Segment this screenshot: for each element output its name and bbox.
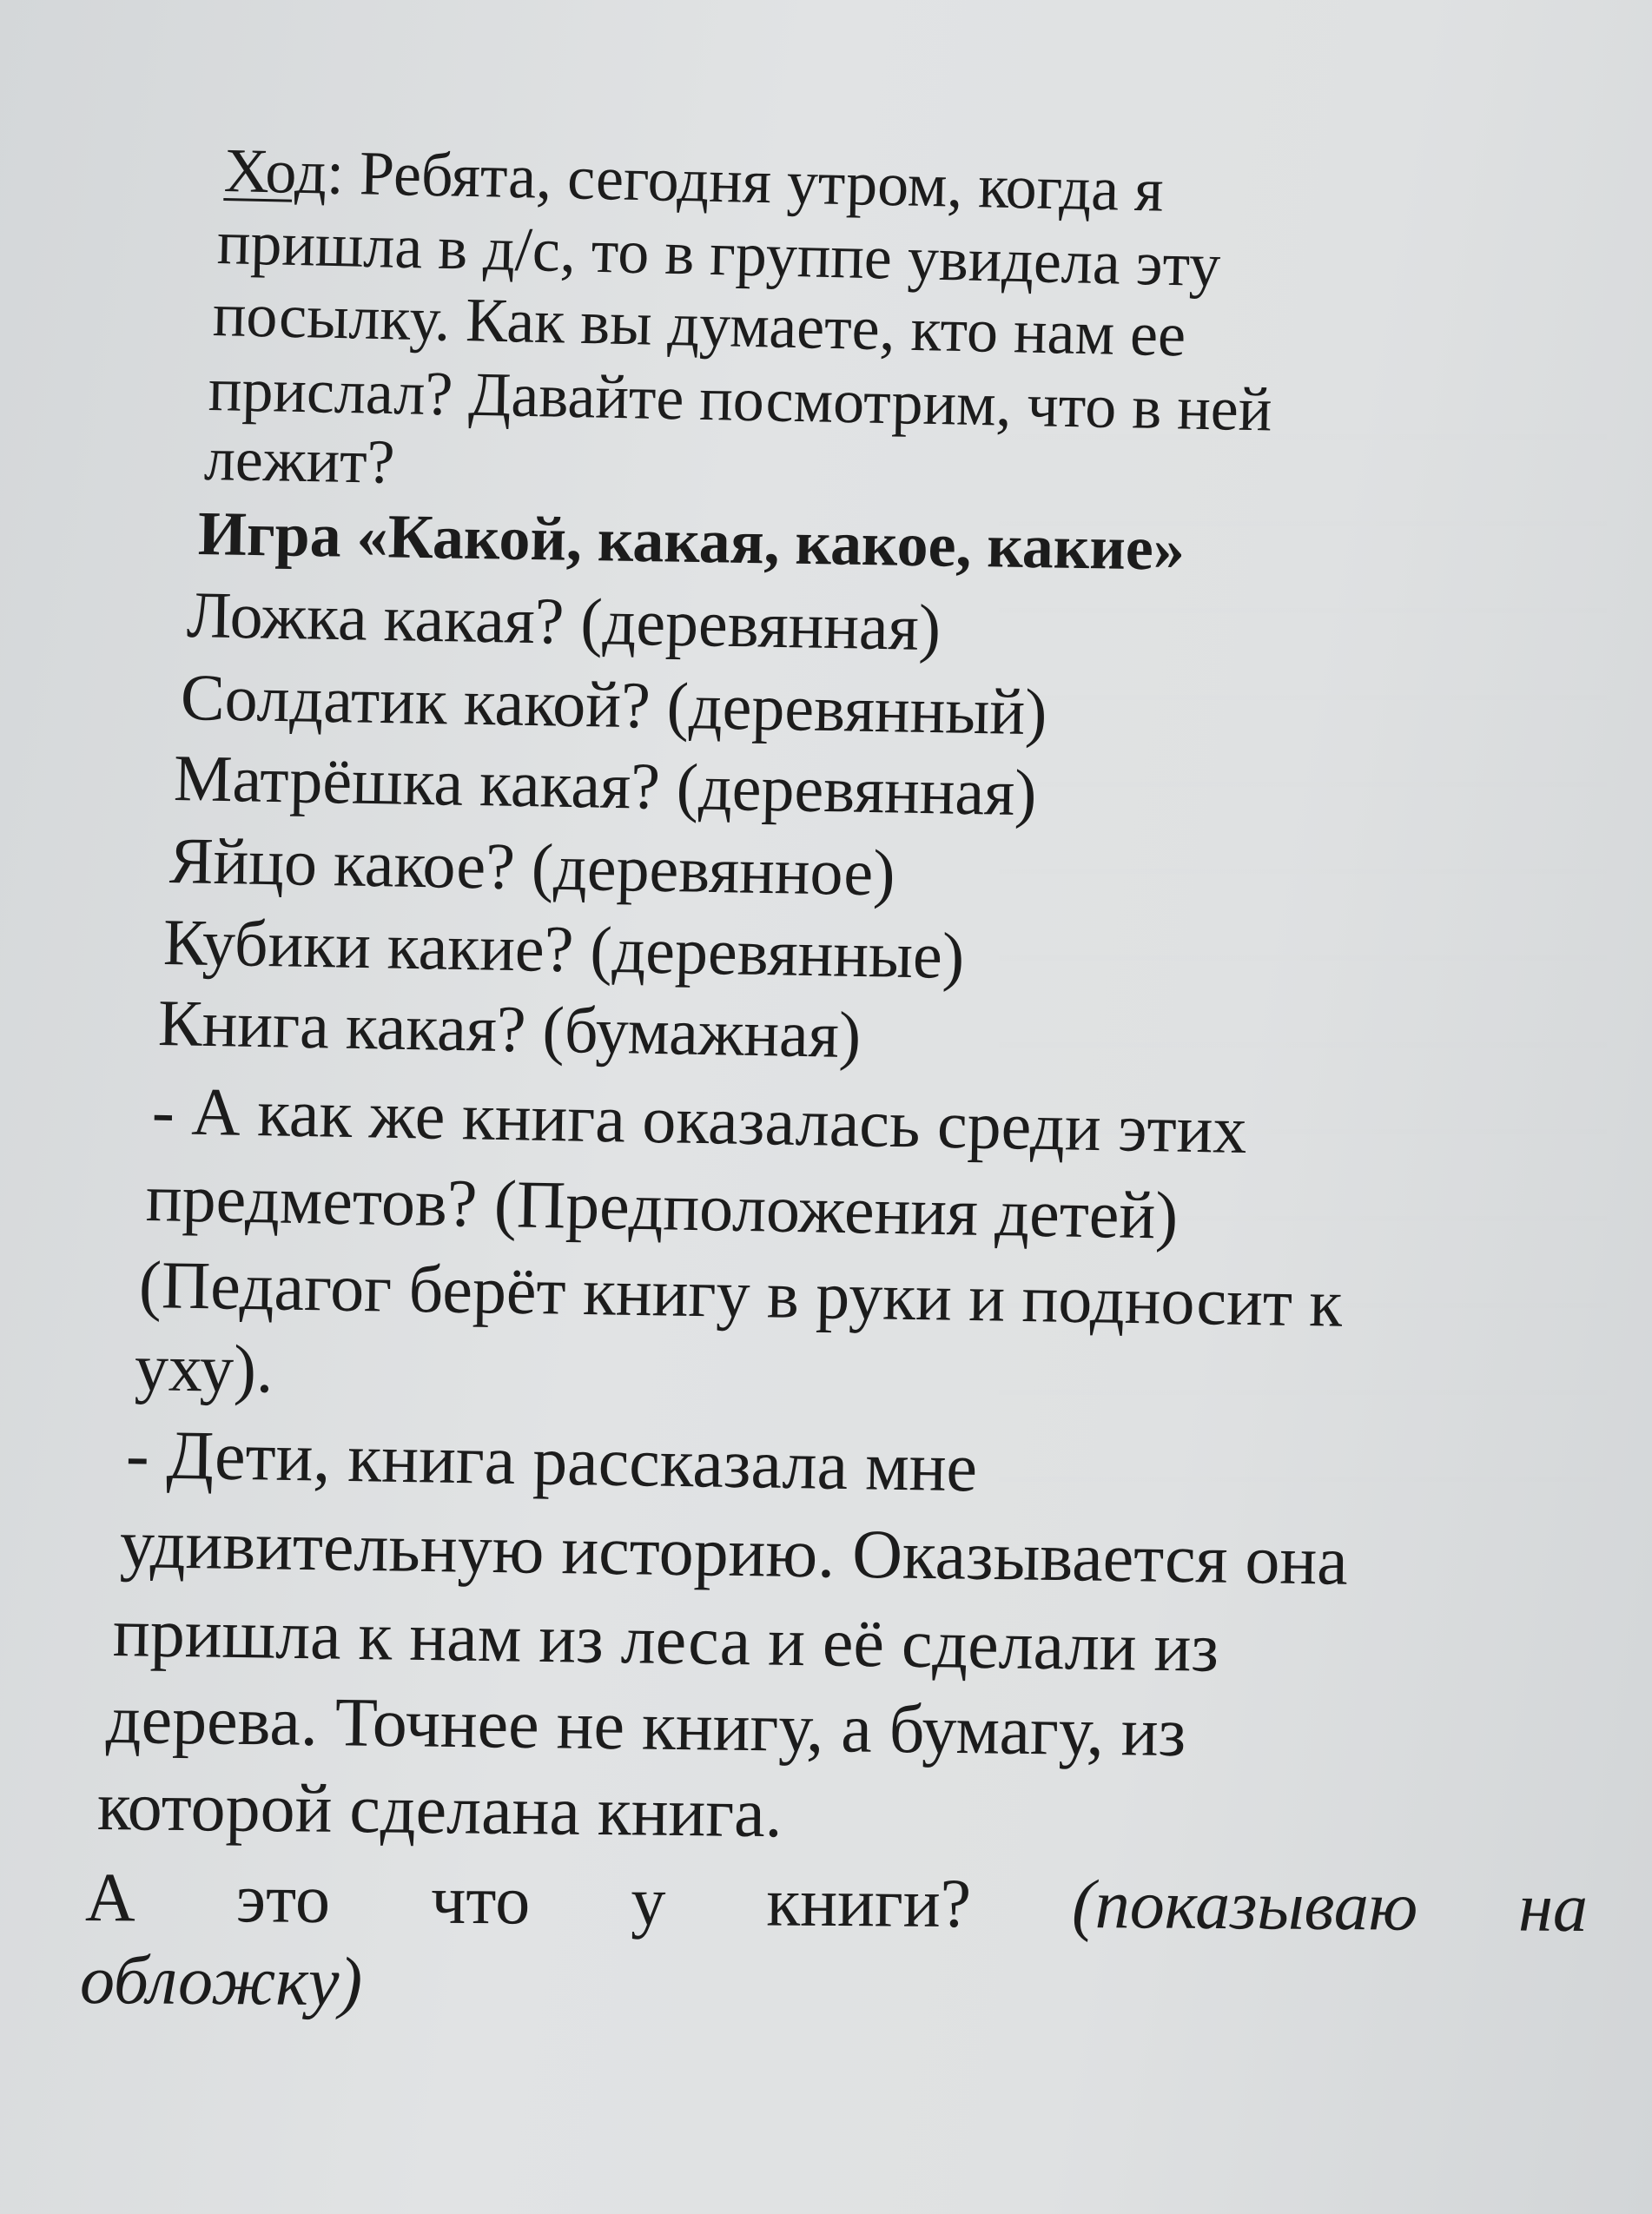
- game-title: Игра «Какой, какая, какое, какие»: [197, 499, 1186, 584]
- word-u: у: [631, 1863, 666, 1940]
- text-line-16: уху).: [134, 1329, 274, 1407]
- last-paragraph-continuation: обложку): [79, 1942, 363, 2021]
- last-paragraph-line: [84, 1860, 1589, 1947]
- text-line-2: пришла в д/с, то в группе увидела эту: [216, 208, 1222, 301]
- text-line-4: прислал? Давайте посмотрим, что в ней: [208, 354, 1273, 445]
- text-line-egg: Яйцо какое? (деревянное): [169, 824, 896, 910]
- text-line-19: пришла к нам из леса и её сделали из: [112, 1595, 1219, 1687]
- text-line-13: - А как же книга оказалась среди этих: [151, 1073, 1248, 1167]
- text-line-18: удивительную историю. Оказывается она: [119, 1506, 1349, 1600]
- text-line-1-body: : Ребята, сегодня утром, когда я: [326, 137, 1165, 225]
- text-line-1: [223, 135, 1165, 225]
- text-line-cubes: Кубики какие? (деревянные): [162, 906, 965, 994]
- text-line-20: дерева. Точнее не книгу, а бумагу, из: [105, 1682, 1186, 1772]
- text-line-14: предметов? (Предположения детей): [145, 1160, 1179, 1253]
- section-label-hod: Ход: [223, 135, 327, 208]
- bleed-through-texture: [999, 434, 1607, 1563]
- word-knigi: книги?: [766, 1864, 972, 1943]
- text-line-spoon: Ложка какая? (деревянная): [186, 578, 942, 665]
- text-line-21: которой сделана книга.: [96, 1768, 783, 1853]
- text-line-matryoshka: Матрёшка какая? (деревянная): [173, 742, 1038, 830]
- text-line-17: - Дети, книга рассказала мне: [125, 1417, 978, 1507]
- text-line-soldier: Солдатик какой? (деревянный): [180, 661, 1048, 750]
- word-a: А: [84, 1860, 136, 1937]
- text-line-3: посылку. Как вы думаете, кто нам ее: [212, 280, 1186, 370]
- word-na: на: [1517, 1869, 1589, 1947]
- text-line-5: лежит?: [203, 424, 396, 497]
- text-line-15: (Педагог берёт книгу в руки и подносит к: [138, 1246, 1344, 1341]
- word-eto: это: [235, 1860, 331, 1938]
- word-chto: что: [430, 1861, 531, 1940]
- text-line-book: Книга какая? (бумажная): [157, 987, 862, 1073]
- word-pokazyvayu: (показываю: [1071, 1866, 1418, 1946]
